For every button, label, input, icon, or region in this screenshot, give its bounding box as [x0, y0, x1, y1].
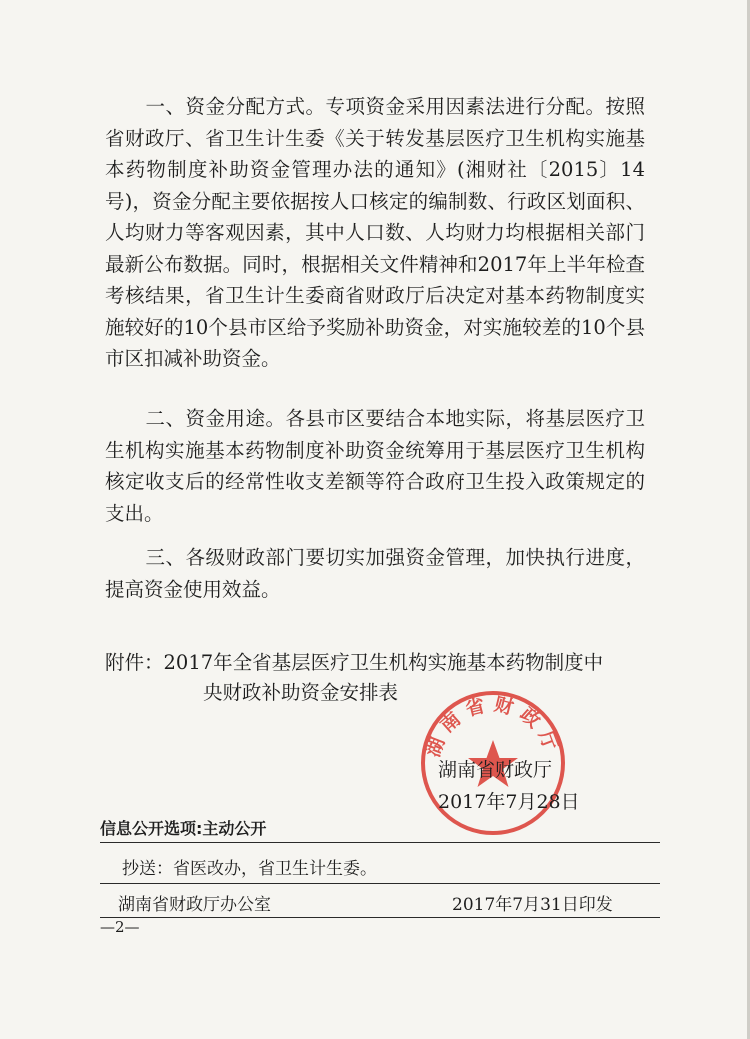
paragraph-allocation	[105, 91, 645, 375]
paragraph-allocation-text: 一、资金分配方式。专项资金采用因素法进行分配。按照省财政厅、省卫生计生委《关于转发基层医疗卫生机构实施基本药物制度补助资金管理办法的通知》(湘财社〔2015〕14号)，资金分配主要依据按人口核定的编制数、行政区划面积、人均财力等客观因素，其中人口数、人均财力均根据相关部门最新公布数据。同时，根据相关文件精神和2017年上半年检查考核结果，省卫生计生委商省财政厅后决定对基本药物制度实施较好的10个县市区给予奖励补助资金，对实施较差的10个县市区扣减补助资金。	[105, 95, 645, 370]
divider-bottom	[100, 917, 660, 918]
issuer-name: 湖南省财政厅	[438, 759, 553, 781]
divider-top	[100, 842, 660, 843]
signing-date: 2017年7月28日	[438, 791, 580, 813]
paragraph-management-text: 三、各级财政部门要切实加强资金管理，加快执行进度，提高资金使用效益。	[105, 546, 645, 601]
paragraph-management	[105, 542, 645, 605]
seal-text: 湖南省财政厅	[422, 693, 564, 760]
divider-middle	[100, 883, 660, 884]
page-number: —2—	[100, 918, 140, 936]
attachment-line-1: 附件：2017年全省基层医疗卫生机构实施基本药物制度中	[105, 651, 604, 674]
issuing-office: 湖南省财政厅办公室	[118, 895, 271, 915]
disclosure-option: 信息公开选项:主动公开	[100, 819, 267, 838]
cc-line: 抄送：省医改办，省卫生计生委。	[122, 859, 377, 879]
attachment-line-2: 央财政补助资金安排表	[203, 681, 399, 704]
print-date: 2017年7月31日印发	[452, 895, 613, 915]
paragraph-usage	[105, 403, 645, 529]
attachment-note	[105, 648, 655, 708]
paragraph-usage-text: 二、资金用途。各县市区要结合本地实际，将基层医疗卫生机构实施基本药物制度补助资金统筹用于基层医疗卫生机构核定收支后的经常性收支差额等符合政府卫生投入政策规定的支出。	[105, 407, 645, 525]
